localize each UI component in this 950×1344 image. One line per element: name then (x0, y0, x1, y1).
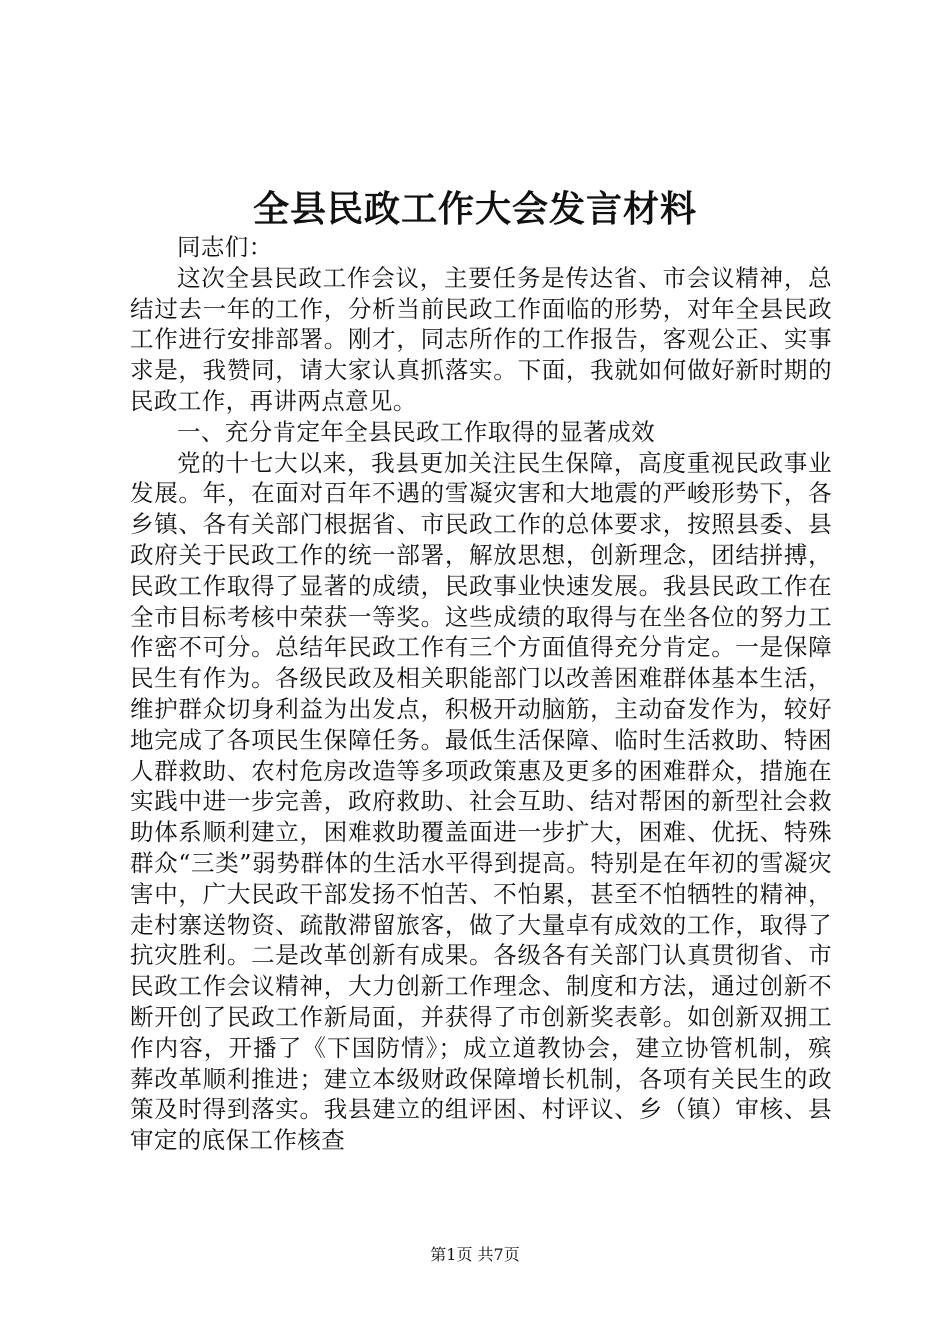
section-heading: 一、充分肯定年全县民政工作取得的显著成效 (177, 417, 655, 446)
document-body (130, 232, 832, 1156)
page-number-footer: 第1页 共7页 (430, 1245, 520, 1264)
intro-paragraph: 这次全县民政工作会议，主要任务是传达省、市会议精神，总结过去一年的工作，分析当前民政工作面临的形势，对年全县民政工作进行安排部署。刚才，同志所作的工作报告，客观公正、实事求是，我赞同，请大家认真抓落实。下面，我就如何做好新时期的民政工作，再讲两点意见。 (130, 263, 832, 415)
body-paragraph: 党的十七大以来，我县更加关注民生保障，高度重视民政事业发展。年，在面对百年不遇的雪凝灾害和大地震的严峻形势下，各乡镇、各有关部门根据省、市民政工作的总体要求，按照县委、县政府关于民政工作的统一部署，解放思想，创新理念，团结拼搏，民政工作取得了显著的成绩，民政事业快速发展。我县民政工作在全市目标考核中荣获一等奖。这些成绩的取得与在坐各位的努力工作密不可分。总结年民政工作有三个方面值得充分肯定。一是保障民生有作为。各级民政及相关职能部门以改善困难群体基本生活，维护群众切身利益为出发点，积极开动脑筋，主动奋发作为，较好地完成了各项民生保障任务。最低生活保障、临时生活救助、特困人群救助、农村危房改造等多项政策惠及更多的困难群众，措施在实践中进一步完善，政府救助、社会互助、结对帮困的新型社会救助体系顺利建立，困难救助覆盖面进一步扩大，困难、优抚、特殊群众“三类”弱势群体的生活水平得到提高。特别是在年初的雪凝灾害中，广大民政干部发扬不怕苦、不怕累，甚至不怕牺牲的精神，走村寨送物资、疏散滞留旅客，做了大量卓有成效的工作，取得了抗灾胜利。二是改革创新有成果。各级各有关部门认真贯彻省、市民政工作会议精神，大力创新工作理念、制度和方法，通过创新不断开创了民政工作新局面，并获得了市创新奖表彰。如创新双拥工作内容，开播了《下国防情》；成立道教协会，建立协管机制，殡葬改革顺利推进；建立本级财政保障增长机制，各项有关民生的政策及时得到落实。我县建立的组评困、村评议、乡（镇）审核、县审定的底保工作核查 (130, 448, 832, 1155)
salutation-paragraph: 同志们： (177, 233, 273, 261)
document-title: 全县民政工作大会发言材料 (252, 188, 697, 230)
